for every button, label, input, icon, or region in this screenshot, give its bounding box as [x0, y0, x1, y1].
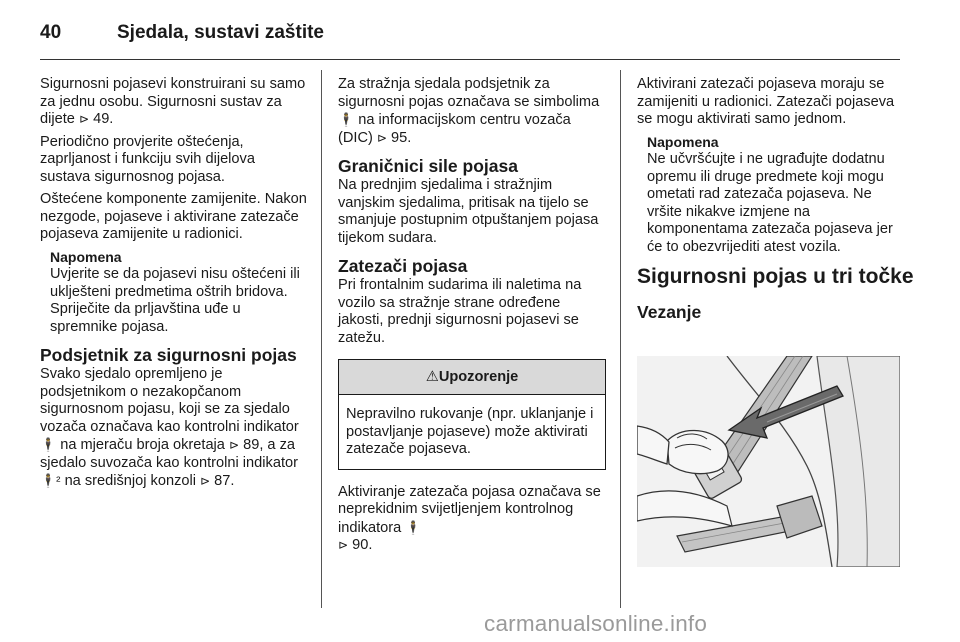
seatbelt-passenger-icon: 🕴² [40, 473, 61, 488]
seatbelt-icon: 🕴 [338, 112, 355, 127]
reference-arrow-icon: ⊳ [200, 474, 211, 488]
seatbelt-icon: 🕴 [40, 437, 57, 452]
reference-arrow-icon: ⊳ [78, 112, 90, 126]
seatbelt-fastening-illustration [637, 356, 900, 567]
paragraph: Periodično provjerite oštećenja, zaprljanost i funkciju svih dijelova sustava sigurnosnog pojasa. [40, 133, 255, 185]
column-1 [40, 76, 308, 496]
paragraph: Na prednjim sjedalima i stražnjim vanjskim sjedalima, pritisak na tijelo se smanjuje postupnim otpuštanjem pojasa tijekom sudara. [338, 177, 599, 246]
paragraph: Svako sjedalo opremljeno je podsjetnikom o nezakopčanom sigurnosnom pojasu, koji se za sjedalo vozača označava kao kontrolni indikator 🕴 na mjeraču broja okretaja ⊳ 89, a za sjedalo suvozača kao kontrolni indikator 🕴² na središnjoj konzoli ⊳ 87. [40, 366, 299, 489]
paragraph: Sigurnosni pojasevi konstruirani su samo za jednu osobu. Sigurnosni sustav za dijete ⊳ 49. [40, 76, 306, 127]
page-reference[interactable]: 87. [214, 473, 235, 489]
page-reference[interactable]: 49. [93, 111, 114, 127]
section-heading: Graničnici sile pojasa [338, 156, 518, 176]
warning-header [339, 360, 605, 395]
paragraph: Aktiviranje zatezača pojasa označava se neprekidnim svijetljenjem kontrolnog indikatora 🕴 ⊳ 90. [338, 483, 601, 553]
paragraph: Pri frontalnim sudarima ili naletima na vozilo sa stražnje strane određene jakosti, prednji sigurnosni pojasevi se zatežu. [338, 277, 582, 346]
warning-title: Upozorenje [438, 369, 519, 385]
note-box [647, 134, 903, 257]
note-title: Napomena [50, 248, 122, 265]
note-text: Uvjerite se da pojasevi nisu oštećeni ili uklješteni predmetima oštrih bridova. Spriječite da prljavština uđe u spremnike pojasa. [50, 266, 300, 335]
page-title: Sjedala, sustavi zaštite [117, 22, 324, 43]
watermark: carmanualsonline.info [484, 611, 708, 636]
subsection-heading: Vezanje [637, 302, 702, 322]
illustration-drawing [637, 356, 900, 567]
column-2 [338, 76, 606, 560]
note-title: Napomena [647, 133, 719, 150]
belt-tensioner-indicator-icon: 🕴 [405, 519, 422, 535]
column-divider [620, 70, 621, 608]
warning-text: Nepravilno rukovanje (npr. uklanjanje i postavljanje pojaseve) može aktivirati zatezače pojaseva. [346, 406, 594, 457]
paragraph: Aktivirani zatezači pojaseva moraju se zamijeniti u radionici. Zatezači pojaseva se mogu aktivirati samo jednom. [637, 76, 895, 127]
note-box [50, 249, 308, 337]
reference-arrow-icon: ⊳ [228, 438, 240, 452]
paragraph: Za stražnja sjedala podsjetnik za sigurnosni pojas označava se simbolima 🕴 na informacijskom centru vozača (DIC) ⊳ 95. [338, 76, 600, 146]
section-heading: Podsjetnik za sigurnosni pojas [40, 345, 297, 365]
page-reference[interactable]: 90. [352, 537, 373, 553]
chapter-heading: Sigurnosni pojas u tri točke [637, 265, 914, 288]
page-number: 40 [40, 22, 62, 43]
page-reference[interactable]: 89, a za sjedalo suvozača kao kontrolni indikator [40, 437, 298, 471]
section-heading: Zatezači pojasa [338, 256, 468, 276]
column-3 [637, 76, 914, 323]
note-text: Ne učvršćujte i ne ugrađujte dodatnu opremu ili druge predmete koji mogu ometati rad zatezača pojaseva. Ne vršite nikakve izmjene na komponentama zatezača pojaseva jer će to obezvrijediti atest vozila. [647, 151, 893, 255]
warning-triangle-icon: ⚠ [425, 369, 439, 385]
paragraph: Oštećene komponente zamijenite. Nakon nezgode, pojaseve i aktivirane zatezače pojaseva zamijenite u radionici. [40, 191, 307, 242]
column-divider [321, 70, 322, 608]
reference-arrow-icon: ⊳ [338, 538, 349, 552]
header-rule [40, 59, 900, 60]
warning-box [338, 359, 606, 470]
page-reference[interactable]: 95. [391, 129, 412, 146]
reference-arrow-icon: ⊳ [376, 130, 387, 145]
